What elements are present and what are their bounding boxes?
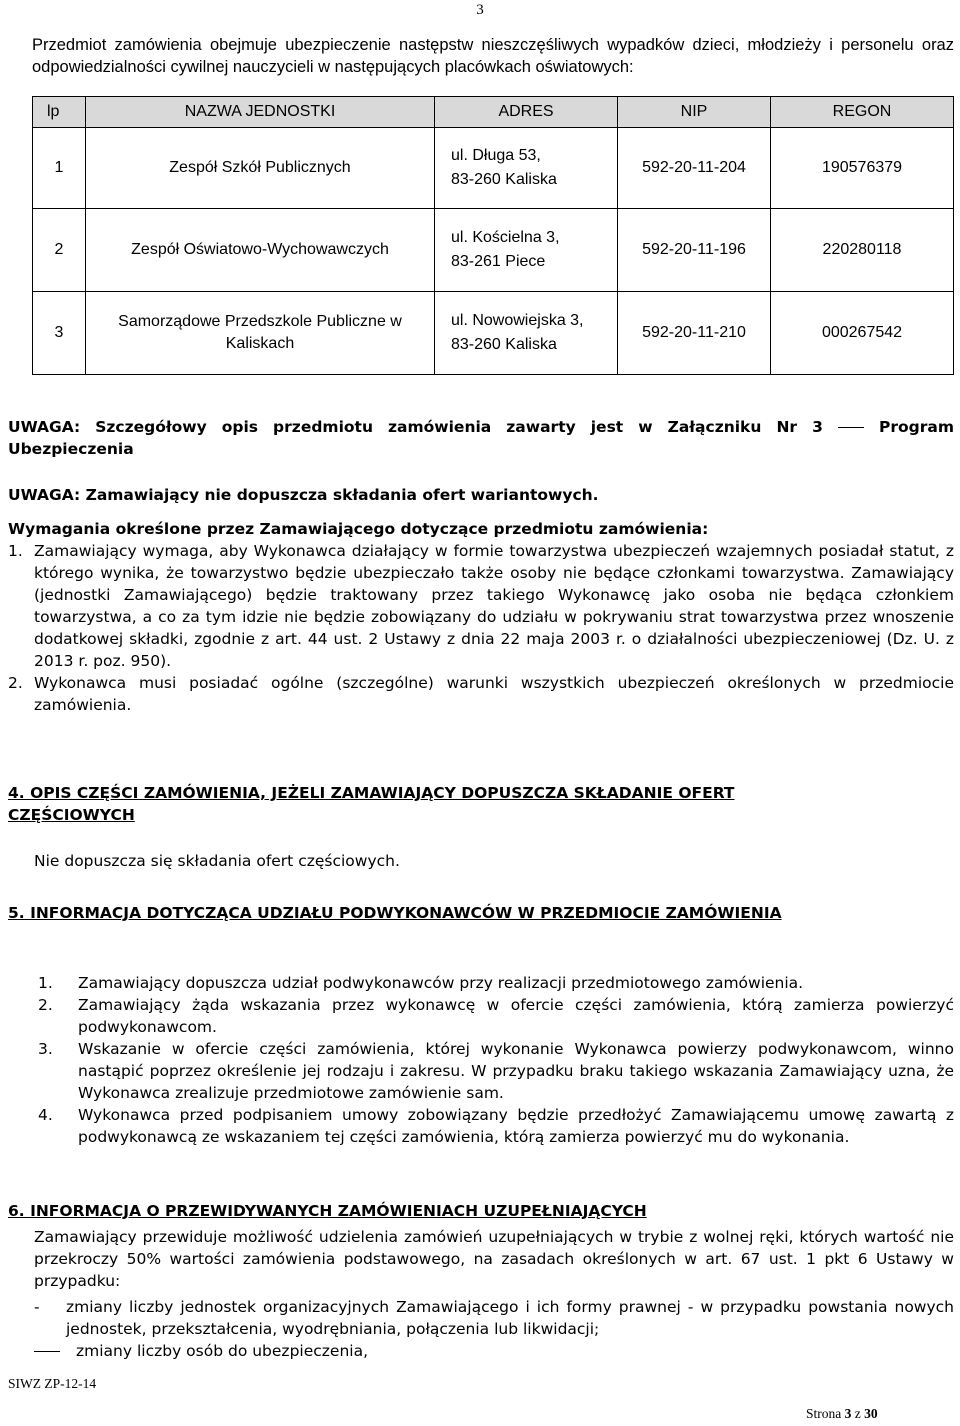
address-city: 83-260 Kaliska [451,171,557,188]
header-regon: REGON [771,97,954,128]
address-street: ul. Długa 53, [451,147,541,164]
section-5-heading: 5. INFORMACJA DOTYCZĄCA UDZIAŁU PODWYKONAWCÓW W PRZEDMIOCIE ZAMÓWIENIA [8,904,782,922]
list-item [8,672,954,716]
requirements-heading: Wymagania określone przez Zamawiającego dotyczące przedmiotu zamówienia: [8,520,709,538]
cell-lp: 3 [33,292,86,375]
address-city: 83-261 Piece [451,253,546,270]
cell-name: Zespół Oświatowo-Wychowawczych [86,209,435,292]
list-item [8,540,954,672]
dash-icon [838,427,864,428]
table-row [33,128,954,209]
list-bullet: - [34,1298,40,1316]
address-street: ul. Nowowiejska 3, [451,312,584,329]
intro-paragraph [32,34,954,78]
list-item [38,1038,954,1104]
list-text: Wskazanie w ofercie części zamówienia, której wykonanie Wykonawca powierzy podwykonawcom, winno nastąpić poprzez określenie jej rodzaju i zakresu. W przypadku braku takiego wskazania Zamawiający uzna, że Wykonawca zrealizuje przedmiotowe zamówienie sam. [78,1040,954,1102]
header-nip: NIP [618,97,771,128]
document-id: SIWZ ZP-12-14 [8,1376,97,1391]
cell-address [435,292,618,375]
page-number: 3 [476,2,484,18]
cell-address [435,128,618,209]
list-text: Wykonawca przed podpisaniem umowy zobowiązany będzie przedłożyć Zamawiającemu umowę zawartą z podwykonawcą ze wskazaniem tej części zamówienia, którą zamierza powierzyć mu do wykonania. [78,1106,954,1146]
requirements-section [8,518,954,716]
total-pages: 30 [864,1406,878,1421]
list-text: Zamawiający dopuszcza udział podwykonawców przy realizacji przedmiotowego zamówienia. [78,974,804,992]
list-text: Wykonawca musi posiadać ogólne (szczególne) warunki wszystkich ubezpieczeń określonych w przedmiocie zamówienia. [34,674,954,714]
cell-lp: 1 [33,128,86,209]
section-4-text: Nie dopuszcza się składania ofert częściowych. [34,852,400,870]
section-4-heading: 4. OPIS CZĘŚCI ZAMÓWIENIA, JEŻELI ZAMAWIAJĄCY DOPUSZCZA SKŁADANIE OFERT CZĘŚCIOWYCH [8,784,735,824]
institutions-table [32,96,954,375]
intro-text: Przedmiot zamówienia obejmuje ubezpieczenie następstw nieszczęśliwych wypadków dzieci, młodzieży i personelu oraz odpowiedzialności cywilnej nauczycieli w następujących placówkach oświatowych: [32,36,954,76]
page-counter [806,1406,878,1422]
list-item [38,994,954,1038]
header-address: ADRES [435,97,618,128]
strona-label: Strona [806,1406,842,1421]
list-text: zmiany liczby jednostek organizacyjnych Zamawiającego i ich formy prawnej - w przypadku powstania nowych jednostek, przekształcenia, wyodrębniania, połączenia lub likwidacji; [66,1298,954,1338]
header-lp: lp [33,97,86,128]
cell-name: Zespół Szkół Publicznych [86,128,435,209]
table-row [33,209,954,292]
cell-nip: 592-20-11-204 [618,128,771,209]
section-6-heading: 6. INFORMACJA O PRZEWIDYWANYCH ZAMÓWIENIACH UZUPEŁNIAJĄCYCH [8,1202,647,1220]
cell-nip: 592-20-11-210 [618,292,771,375]
list-number: 2. [38,996,53,1014]
list-text: Zamawiający żąda wskazania przez wykonawcę w ofercie części zamówienia, którą zamierza powierzyć podwykonawcom. [78,996,954,1036]
uwaga-warianty: UWAGA: Zamawiający nie dopuszcza składania ofert wariantowych. [8,486,599,504]
list-number: 3. [38,1040,53,1058]
list-item [34,1340,954,1362]
section-6-list [34,1296,954,1362]
list-item [38,1104,954,1148]
dash-icon [34,1340,60,1362]
uwaga-opis [8,416,954,460]
address-street: ul. Kościelna 3, [451,229,560,246]
cell-regon: 220280118 [771,209,954,292]
list-text: Zamawiający wymaga, aby Wykonawca działający w formie towarzystwa ubezpieczeń wzajemnych posiadał statut, z którego wynika, że towarzystwo będzie ubezpieczało także osoby nie będące członkami towarzystwa. Zamawiający (jednostki Zamawiającego) będzie traktowany przez takiego Wykonawcę jako osoba nie będąca członkiem towarzystwa, a co za tym idzie nie będzie zobowiązany do udziału w pokrywaniu strat towarzystwa przez wnoszenie dodatkowej składki, zgodnie z art. 44 ust. 2 Ustawy z dnia 22 maja 2003 r. o działalności ubezpieczeniowej (Dz. U. z 2013 r. poz. 950). [34,542,954,670]
z-label: z [854,1406,861,1421]
list-number: 2. [8,674,23,692]
cell-name: Samorządowe Przedszkole Publiczne w Kaliskach [86,292,435,375]
address-city: 83-260 Kaliska [451,336,557,353]
cell-regon: 190576379 [771,128,954,209]
list-number: 4. [38,1106,53,1124]
table-header-row [33,97,954,128]
current-page: 3 [844,1406,852,1421]
list-text: zmiany liczby osób do ubezpieczenia, [76,1342,368,1360]
section-5-list [38,972,954,1148]
header-name: NAZWA JEDNOSTKI [86,97,435,128]
cell-lp: 2 [33,209,86,292]
cell-address [435,209,618,292]
uwaga-opis-tail: Program Ubezpieczenia [8,418,954,458]
cell-nip: 592-20-11-196 [618,209,771,292]
list-item [34,1296,954,1340]
uwaga-opis-text: UWAGA: Szczegółowy opis przedmiotu zamówienia zawarty jest w Załączniku Nr 3 [8,418,823,436]
list-number: 1. [8,542,23,560]
table-row [33,292,954,375]
cell-regon: 000267542 [771,292,954,375]
list-number: 1. [38,974,53,992]
section-6-text: Zamawiający przewiduje możliwość udzielenia zamówień uzupełniających w trybie z wolnej ręki, których wartość nie przekroczy 50% wartości zamówienia podstawowego, na zasadach określonych w art. 67 ust. 1 pkt 6 Ustawy w przypadku: [34,1228,954,1290]
list-item [38,972,954,994]
